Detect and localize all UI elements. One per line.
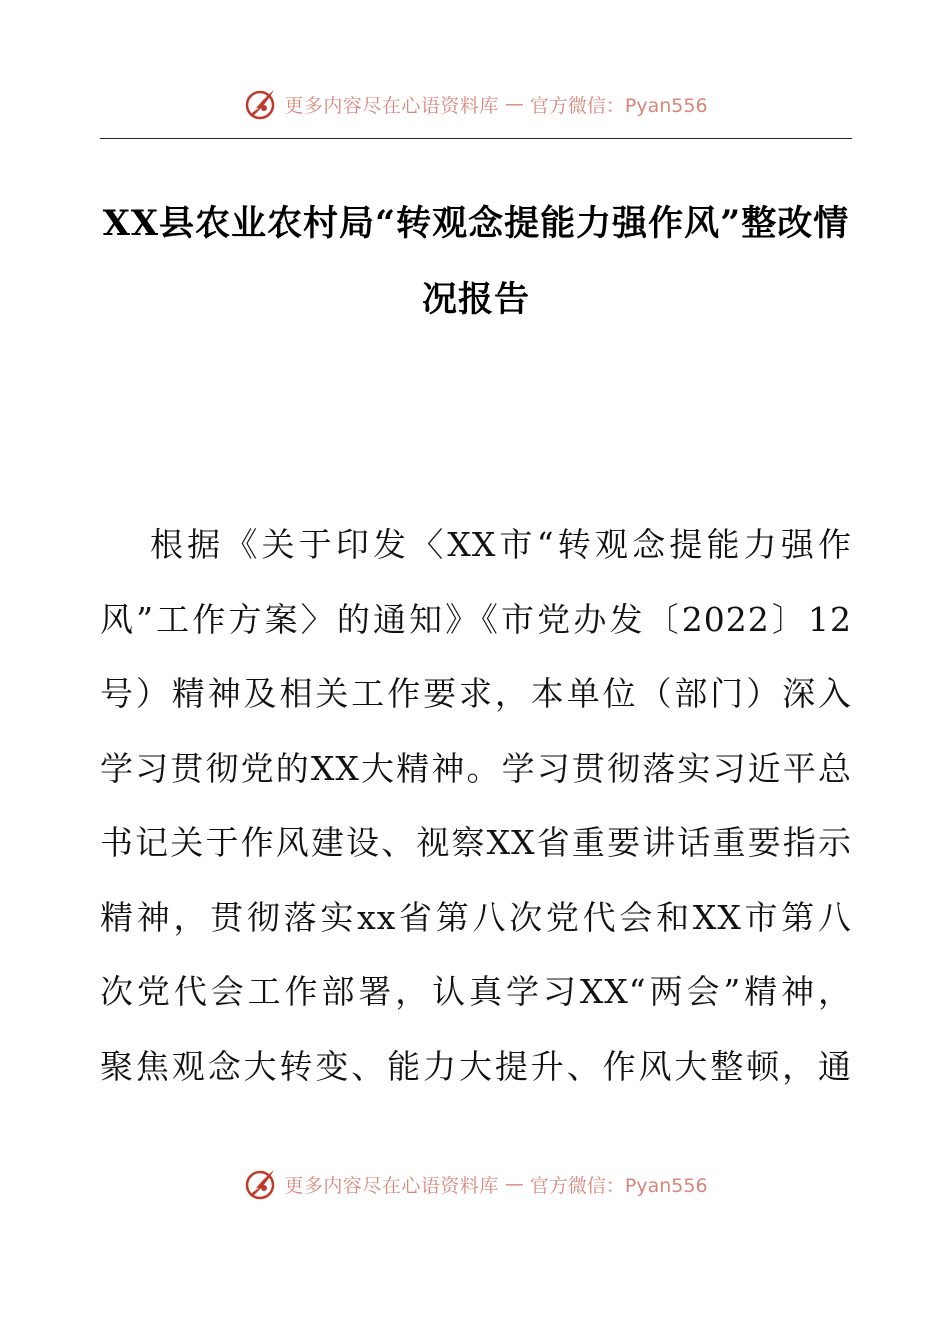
title-line-2: 况报告: [421, 279, 530, 320]
quill-logo-icon: [242, 86, 278, 122]
title-line-1: XX县农业农村局“转观念提能力强作风”整改情: [102, 203, 850, 244]
body-line: 次党代会工作部署，认真学习XX“两会”精神，: [100, 972, 852, 1011]
footer-banner-wechat: 官方微信：Pyan556: [529, 1174, 708, 1197]
body-line: 书记关于作风建设、视察XX省重要讲话重要指示: [100, 823, 852, 862]
document-title: [100, 186, 852, 338]
body-line: 学习贯彻党的XX大精神。学习贯彻落实习近平总: [100, 748, 852, 788]
body-line: 聚焦观念大转变、能力大提升、作风大整顿，通: [100, 1046, 852, 1086]
quill-logo-icon: [242, 1166, 278, 1202]
header-banner-dash: —: [504, 93, 524, 115]
footer-banner: [0, 1162, 950, 1206]
header-banner-content: [242, 86, 707, 122]
header-banner-text: 更多内容尽在心语资料库: [284, 94, 499, 117]
header-banner-wechat: 官方微信：Pyan556: [529, 94, 708, 117]
body-line: 根据《关于印发〈XX市“转观念提能力强作: [150, 525, 852, 564]
document-body: [100, 508, 852, 1104]
footer-banner-dash: —: [504, 1173, 524, 1195]
body-line: 精神，贯彻落实xx省第八次党代会和XX市第八: [100, 897, 852, 937]
header-divider: [100, 138, 852, 139]
body-line: 风”工作方案〉的通知》《市党办发〔2022〕12: [100, 599, 852, 639]
header-banner: [0, 82, 950, 126]
footer-banner-text: 更多内容尽在心语资料库: [284, 1174, 499, 1197]
footer-banner-content: [242, 1166, 707, 1202]
body-line: 号）精神及相关工作要求，本单位（部门）深入: [100, 674, 852, 713]
